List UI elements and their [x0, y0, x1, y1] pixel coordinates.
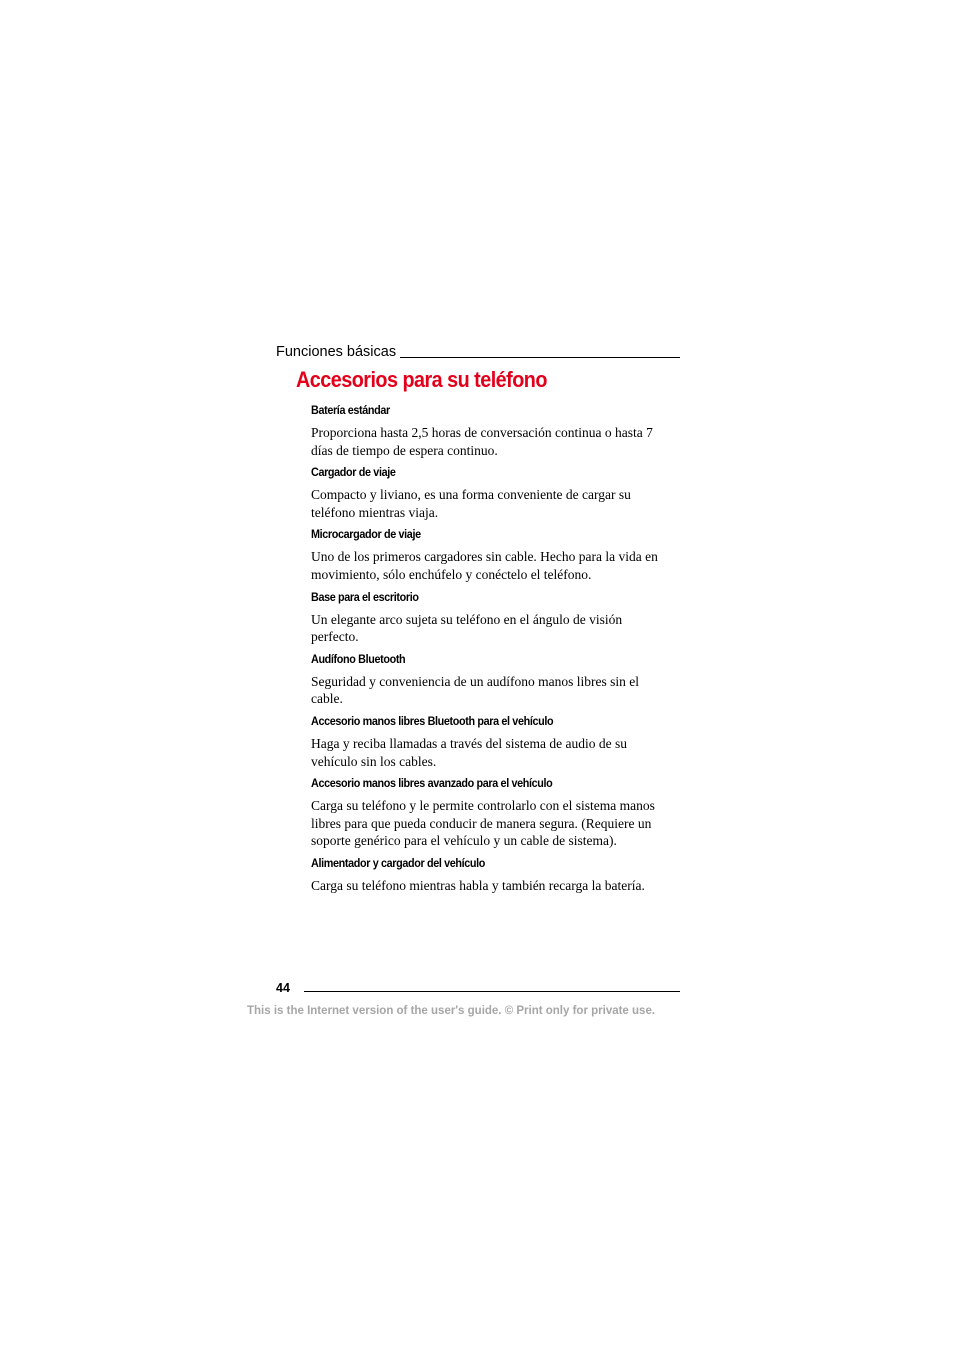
- accessory-heading: Audífono Bluetooth: [311, 651, 406, 666]
- accessory-item: [311, 713, 671, 770]
- accessory-description: Un elegante arco sujeta su teléfono en el ángulo de visión perfecto.: [311, 611, 623, 645]
- accessory-description: Haga y reciba llamadas a través del sistema de audio de su vehículo sin los cables.: [311, 735, 628, 769]
- accessory-heading: Accesorio manos libres avanzado para el vehículo: [311, 776, 553, 791]
- accessory-item: [311, 464, 671, 521]
- accessory-item: [311, 651, 671, 708]
- footer-rule: [304, 991, 680, 992]
- accessory-item: [311, 855, 671, 895]
- accessory-heading: Cargador de viaje: [311, 465, 396, 480]
- accessory-description: Seguridad y conveniencia de un audífono manos libres sin el cable.: [311, 673, 640, 707]
- section-header: [276, 341, 680, 361]
- accessory-description: Carga su teléfono y le permite controlarlo con el sistema manos libres para que pueda conducir de manera segura. (Requiere un soporte genérico para el vehículo y un cable de sistema).: [311, 798, 655, 849]
- accessory-heading: Alimentador y cargador del vehículo: [311, 855, 486, 870]
- page-number: 44: [276, 981, 290, 995]
- accessory-description: Carga su teléfono mientras habla y también recarga la batería.: [311, 877, 645, 893]
- accessories-list: [311, 402, 671, 900]
- section-label: Funciones básicas: [276, 344, 397, 360]
- accessory-description: Uno de los primeros cargadores sin cable. Hecho para la vida en movimiento, sólo enchúfelo y conéctelo el teléfono.: [311, 549, 658, 582]
- accessory-description: Compacto y liviano, es una forma conveniente de cargar su teléfono mientras viaja.: [311, 487, 631, 520]
- accessory-heading: Base para el escritorio: [311, 589, 419, 604]
- internet-version-notice: This is the Internet version of the user's guide. © Print only for private use.: [247, 1005, 656, 1017]
- accessory-item: [311, 526, 671, 583]
- accessory-heading: Batería estándar: [311, 403, 390, 417]
- page-footer: [276, 978, 680, 996]
- accessory-heading: Accesorio manos libres Bluetooth para el vehículo: [311, 713, 554, 728]
- accessory-heading: Microcargador de viaje: [311, 527, 421, 542]
- header-rule: [400, 357, 680, 358]
- accessory-item: [311, 589, 671, 646]
- accessory-item: [311, 775, 671, 850]
- page-title: Accesorios para su teléfono: [296, 367, 547, 392]
- accessory-item: [311, 402, 671, 459]
- accessory-description: Proporciona hasta 2,5 horas de conversación continua o hasta 7 días de tiempo de espera continuo.: [311, 425, 653, 458]
